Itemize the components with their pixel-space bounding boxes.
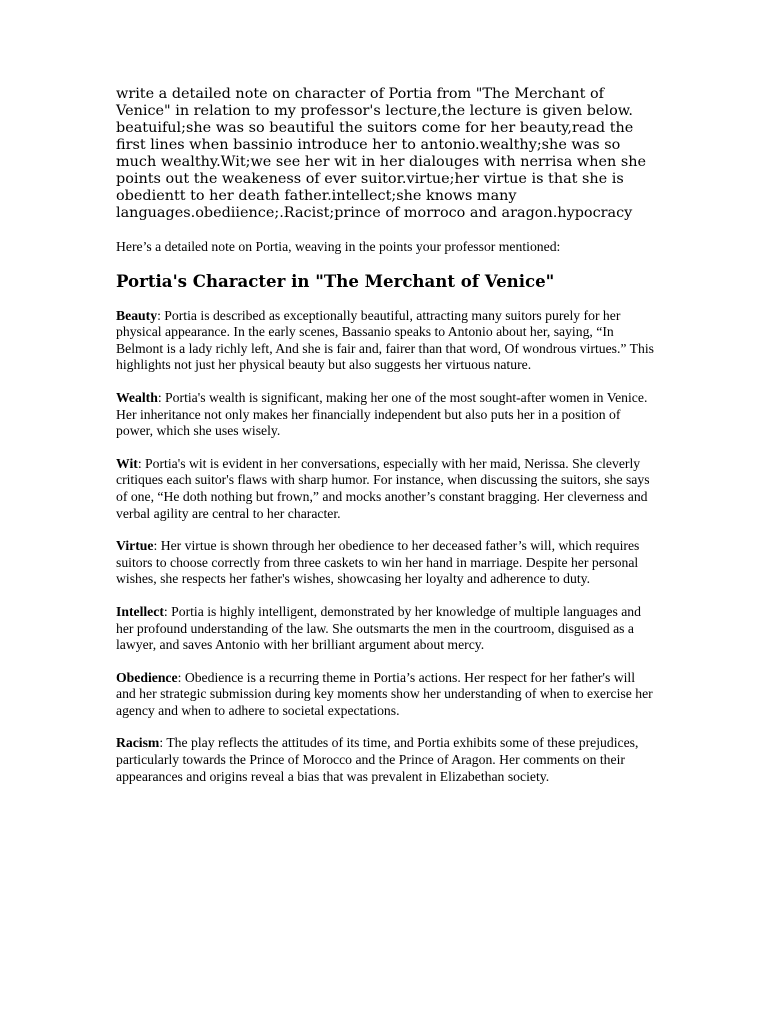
term-description: : Portia is highly intelligent, demonstrated by her knowledge of multiple languages and her profound understanding of the law. She outsmarts the men in the courtroom, disguised as a lawyer, and saves Antonio with her brilliant argument about mercy. [116, 603, 641, 653]
term-description: : Portia's wit is evident in her conversations, especially with her maid, Nerissa. She cleverly critiques each suitor's flaws with sharp humor. For instance, when discussing the suitors, she says of one, “He doth nothing but frown,” and mocks another’s constant bragging. Her cleverness and verbal agility are central to her character. [116, 455, 650, 521]
section-wealth [116, 390, 656, 440]
response-intro: Here’s a detailed note on Portia, weaving in the points your professor mentioned: [116, 239, 561, 254]
section-racism [116, 735, 656, 785]
section-obedience [116, 670, 656, 720]
section-wit [116, 456, 656, 522]
term-description: : Portia is described as exceptionally beautiful, attracting many suitors purely for her physical appearance. In the early scenes, Bassanio speaks to Antonio about her, saying, “In Belmont is a lady richly left, And she is fair and, fairer than that word, Of wondrous virtues.” This highlights not just her physical beauty but also suggests her virtuous nature. [116, 307, 655, 373]
term-label: Intellect [116, 603, 164, 619]
section-heading: Portia's Character in "The Merchant of Venice" [116, 270, 555, 291]
term-label: Obedience [116, 669, 178, 685]
term-description: : Her virtue is shown through her obedience to her deceased father’s will, which requires suitors to choose correctly from three caskets to win her hand in marriage. Despite her personal wishes, she respects her father's wishes, showcasing her loyalty and adherence to duty. [116, 538, 640, 587]
section-intellect [116, 604, 656, 654]
section-virtue [116, 538, 656, 588]
term-label: Beauty [116, 307, 158, 323]
user-prompt: write a detailed note on character of Portia from "The Merchant of Venice" in relation to my professor's lecture,the lecture is given below. beatuiful;she was so beautiful the suitors come for her beauty,read the first lines when bassinio introduce her to antonio.wealthy;she was so much wealthy.Wit;we see her wit in her dialouges with nerrisa when she points out the weakeness of ever suitor.virtue;her virtue is that she is obedientt to her death father.intellect;she knows many languages.obediience;.Racist;prince of morroco and aragon.hypocracy [116, 86, 647, 221]
term-description: : The play reflects the attitudes of its time, and Portia exhibits some of these prejudices, particularly towards the Prince of Morocco and the Prince of Aragon. Her comments on their appearances and origins reveal a bias that was prevalent in Elizabethan society. [116, 735, 639, 784]
term-description: : Obedience is a recurring theme in Portia’s actions. Her respect for her father's will and her strategic submission during key moments show her understanding of when to exercise her agency and when to adhere to societal expectations. [116, 669, 653, 718]
term-label: Racism [116, 735, 160, 751]
term-label: Wealth [116, 389, 158, 405]
term-label: Wit [116, 455, 138, 471]
document-page [116, 86, 656, 785]
term-label: Virtue [116, 538, 154, 554]
section-beauty [116, 308, 656, 374]
term-description: : Portia's wealth is significant, making her one of the most sought-after women in Venice. Her inheritance not only makes her financially independent but also puts her in a position of power, which she uses wisely. [116, 389, 648, 439]
